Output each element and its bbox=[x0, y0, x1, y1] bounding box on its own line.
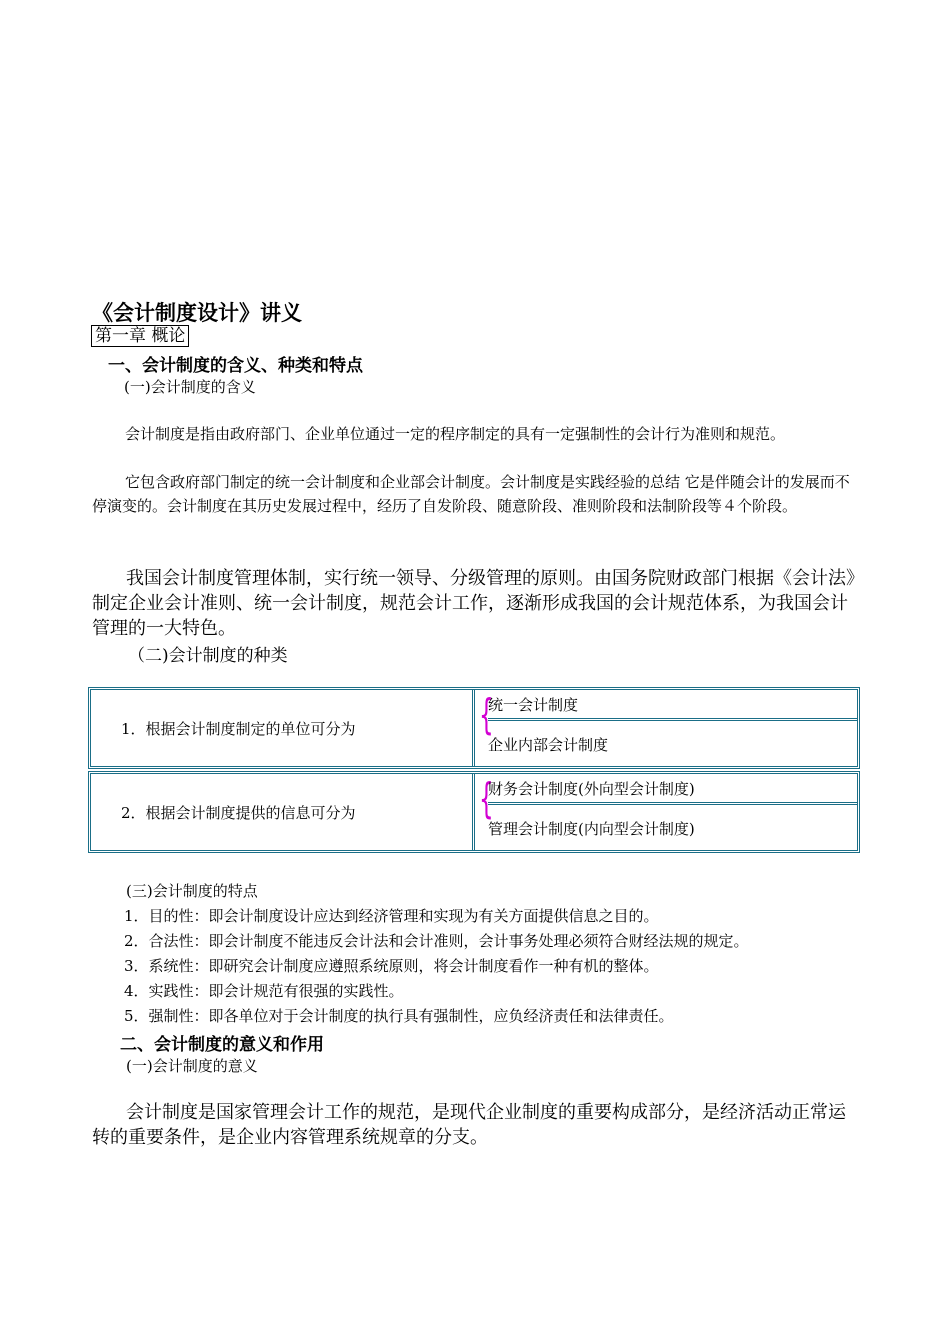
section2-sub1-heading: (一)会计制度的意义 bbox=[126, 1057, 258, 1075]
brace-icon: { bbox=[479, 690, 494, 739]
option-divider bbox=[488, 718, 857, 721]
classification-label: 2．根据会计制度提供的信息可分为 bbox=[121, 804, 356, 822]
classification-option: 企业内部会计制度 bbox=[488, 736, 609, 754]
sub2-heading: （二)会计制度的种类 bbox=[128, 646, 288, 666]
feature-item: 2．合法性：即会计制度不能违反会计法和会计准则，会计事务处理必须符合财经法规的规定。 bbox=[124, 932, 749, 950]
option-divider bbox=[488, 802, 857, 805]
classification-label: 1．根据会计制度制定的单位可分为 bbox=[121, 720, 356, 738]
sub1-heading: (一)会计制度的含义 bbox=[124, 378, 256, 396]
feature-item: 5．强制性：即各单位对于会计制度的执行具有强制性，应负经济责任和法律责任。 bbox=[124, 1007, 674, 1025]
classification-option: 统一会计制度 bbox=[488, 696, 579, 714]
paragraph-definition: 会计制度是指由政府部门、企业单位通过一定的程序制定的具有一定强制性的会计行为准则和规范。 bbox=[125, 425, 786, 443]
feature-item: 3．系统性：即研究会计制度应遵照系统原则，将会计制度看作一种有机的整体。 bbox=[124, 957, 659, 975]
section1-heading: 一、会计制度的含义、种类和特点 bbox=[108, 356, 363, 376]
brace-icon: { bbox=[479, 774, 494, 823]
paragraph-significance: 会计制度是国家管理会计工作的规范，是现代企业制度的重要构成部分，是经济活动正常运转的重要条件，是企业内容管理系统规章的分支。 bbox=[92, 1102, 846, 1148]
paragraph-management: 我国会计制度管理体制，实行统一领导、分级管理的原则。由国务院财政部门根据《会计法》制定企业会计准则、统一会计制度，规范会计工作，逐渐形成我国的会计规范体系，为我国会计管理的一大特色。 bbox=[92, 568, 855, 639]
classification-options-cell bbox=[488, 774, 857, 850]
classification-table-row-2 bbox=[88, 771, 860, 853]
classification-option: 财务会计制度(外向型会计制度) bbox=[488, 780, 695, 798]
document-title: 《会计制度设计》讲义 bbox=[92, 301, 302, 325]
classification-option: 管理会计制度(内向型会计制度) bbox=[488, 820, 695, 838]
feature-item: 4．实践性：即会计规范有很强的实践性。 bbox=[124, 982, 404, 1000]
section2-heading: 二、会计制度的意义和作用 bbox=[120, 1035, 324, 1055]
paragraph-history: 它包含政府部门制定的统一会计制度和企业部会计制度。会计制度是实践经验的总结 它是伴随会计的发展而不停演变的。会计制度在其历史发展过程中，经历了自发阶段、随意阶段、准则阶段和法制阶段等４个阶段。 bbox=[92, 473, 850, 515]
classification-label-cell bbox=[91, 774, 475, 850]
feature-item: 1．目的性：即会计制度设计应达到经济管理和实现为有关方面提供信息之目的。 bbox=[124, 907, 659, 925]
sub3-heading: (三)会计制度的特点 bbox=[126, 882, 258, 900]
classification-table-row-1 bbox=[88, 687, 860, 769]
chapter-title: 第一章 概论 bbox=[91, 325, 189, 347]
classification-options-cell bbox=[488, 690, 857, 766]
classification-label-cell bbox=[91, 690, 475, 766]
